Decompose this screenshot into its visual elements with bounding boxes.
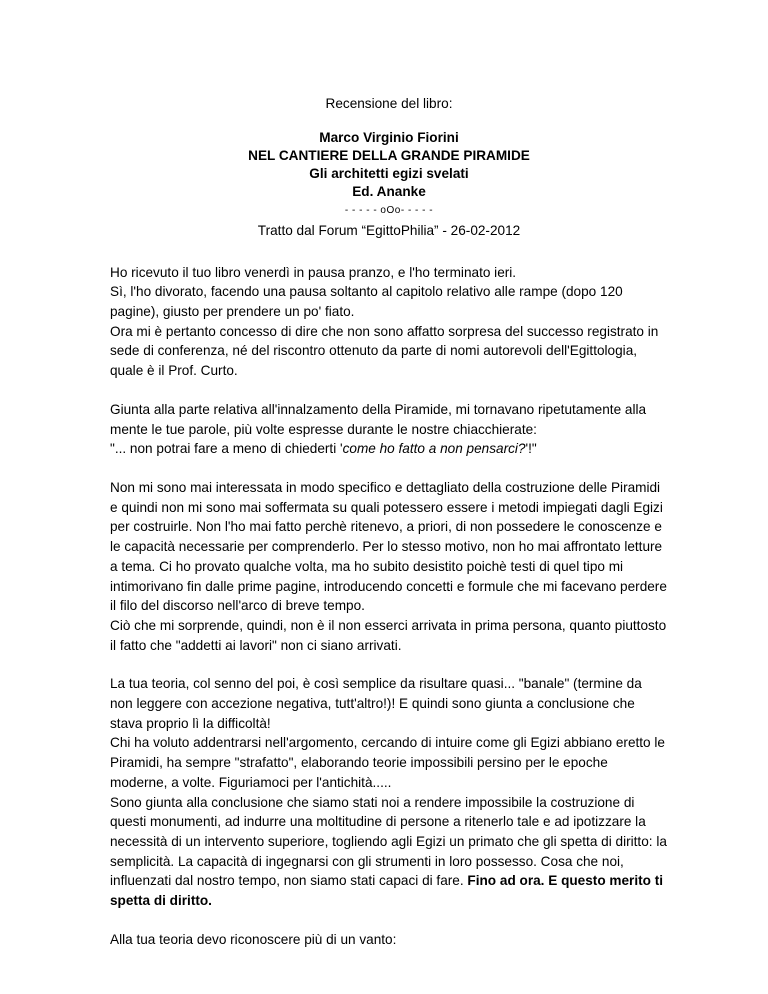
paragraph-2-line-1: Giunta alla parte relativa all'innalzamento della Piramide, mi tornavano ripetutamente alla mente le tue parole, più volte espresse durante le nostre chiacchierate: (110, 401, 647, 437)
paragraph-3 (110, 478, 668, 655)
paragraph-4-line-2: Chi ha voluto addentrarsi nell'argomento, cercando di intuire come gli Egizi abbiano eretto le Piramidi, ha sempre "strafatto", elaborando teorie impossibili persino per le epoche moderne, a volte. Figuriamoci per l'antichità..... (110, 735, 665, 790)
paragraph-1-line-3: Ora mi è pertanto concesso di dire che non sono affatto sorpresa del successo registrato in sede di conferenza, né del riscontro ottenuto da parte di nomi autorevoli dell'Egittologia, quale è il Prof. Curto. (110, 323, 659, 379)
paragraph-4-line-3-text: Sono giunta alla conclusione che siamo stati noi a rendere impossibile la costruzione di questi monumenti, ad indurre una moltitudine di persone a ritenerlo tale e ad ipotizzare la necessità di un intervento superiore, togliendo agli Egizi un primato che gli spetta di diritto: la semplicità. La capacità di ingegnarsi con gli strumenti in loro possesso. Cosa che noi, influenzati dal nostro tempo, non siamo stati capaci di fare. (110, 794, 667, 889)
quote-end: '!" (525, 441, 537, 457)
quote-emphasis: come ho fatto a non pensarci? (342, 441, 526, 457)
separator: - - - - - oOo- - - - - (344, 205, 434, 217)
quote-start: "... non potrai fare a meno di chiederti ' (110, 441, 343, 457)
paragraph-1 (110, 263, 668, 381)
paragraph-1-line-2: Sì, l'ho divorato, facendo una pausa soltanto al capitolo relativo alle rampe (dopo 120 pagine), giusto per prendere un po' fiato. (110, 284, 623, 320)
review-label: Recensione del libro: (325, 96, 453, 111)
book-publisher: Ed. Ananke (352, 183, 426, 199)
paragraph-4 (110, 674, 668, 910)
book-author: Marco Virginio Fiorini (319, 129, 459, 145)
book-title: NEL CANTIERE DELLA GRANDE PIRAMIDE (248, 147, 530, 163)
paragraph-3-line-1: Non mi sono mai interessata in modo specifico e dettagliato della costruzione delle Piramidi e quindi non mi sono mai soffermata su quali potessero essere i metodi impiegati dagli Egizi per costruirle. Non l'ho mai fatto perchè ritenevo, a priori, di non possedere le conoscenze e le capacità necessarie per comprenderlo. Per lo stesso motivo, non ho mai affrontato letture a tema. Ci ho provato qualche volta, ma ho subito desistito poichè testi di quel tipo mi intimorivano fin dalle prime pagine, introducendo concetti e formule che mi facevano perdere il filo del discorso nell'arco di breve tempo. (110, 479, 667, 614)
paragraph-1-line-1: Ho ricevuto il tuo libro venerdì in pausa pranzo, e l'ho terminato ieri. (110, 264, 517, 280)
book-info (110, 129, 668, 201)
paragraph-2-quote (110, 439, 668, 459)
source-line: Tratto dal Forum “EgittoPhilia” - 26-02-2012 (257, 222, 521, 238)
paragraph-4-bold-statement: Fino ad ora. E questo merito ti spetta di diritto. (110, 873, 664, 909)
document-header (110, 94, 668, 241)
document-body (110, 263, 668, 950)
paragraph-4-line-3 (110, 793, 668, 911)
paragraph-5-line-1: Alla tua teoria devo riconoscere più di un vanto: (110, 931, 397, 947)
paragraph-4-line-1: La tua teoria, col senno del poi, è così semplice da risultare quasi... "banale" (termine da non leggere con accezione negativa, tutt'altro!)! E quindi sono giunta a conclusione che stava proprio lì la difficoltà! (110, 676, 642, 731)
paragraph-3-line-2: Ciò che mi sorprende, quindi, non è il non esserci arrivata in prima persona, quanto piuttosto il fatto che "addetti ai lavori" non ci siano arrivati. (110, 617, 667, 653)
book-subtitle: Gli architetti egizi svelati (309, 165, 469, 181)
paragraph-2 (110, 400, 668, 459)
paragraph-5 (110, 930, 668, 950)
